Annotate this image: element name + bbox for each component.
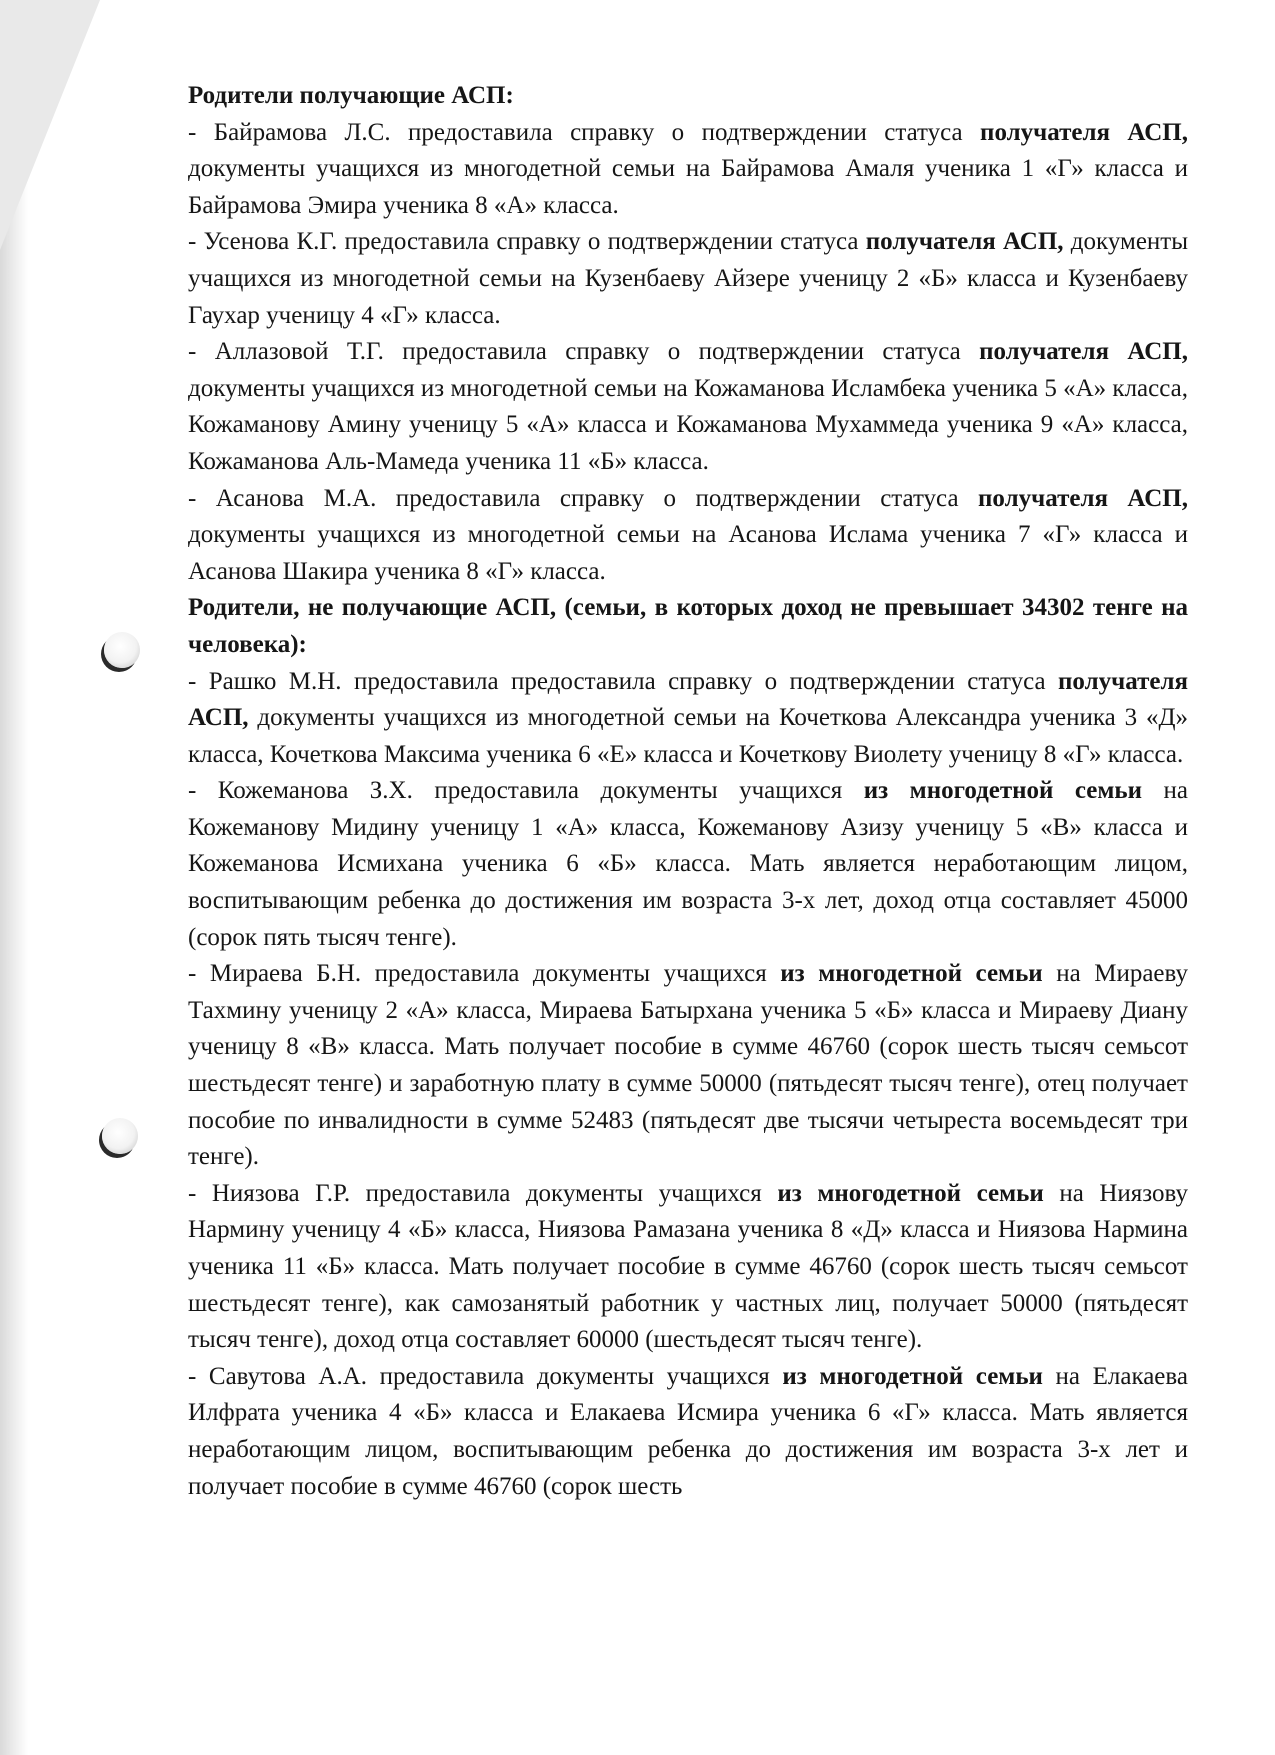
folded-corner	[0, 0, 100, 250]
paragraph-text: - Усенова К.Г. предоставила справку о подтверждении статуса	[188, 228, 866, 256]
paragraph-rashko	[188, 664, 1188, 774]
section-heading-non-asp-recipients: Родители, не получающие АСП, (семьи, в которых доход не превышает 34302 тенге на человека):	[188, 594, 1188, 658]
paragraph-asanova	[188, 481, 1188, 591]
paragraph-text: - Асанова М.А. предоставила справку о подтверждении статуса	[188, 484, 979, 512]
paragraph-bold: получателя АСП,	[978, 484, 1188, 512]
paragraph-bayramova	[188, 115, 1188, 225]
paragraph-text: - Ниязова Г.Р. предоставила документы учащихся	[188, 1179, 778, 1207]
paragraph-bold: получателя АСП,	[188, 667, 1188, 732]
paragraph-savutova	[188, 1359, 1188, 1505]
paragraph-text: на Ниязову Нармину ученицу 4 «Б» класса, Ниязова Рамазана ученика 8 «Д» класса и Ниязова Нармина ученика 11 «Б» класса. Мать получает пособие в сумме 46760 (сорок шесть тысяч семьсот шестьдесят тенге), как самозанятый работник у частных лиц, получает 50000 (пятьдесят тысяч тенге), доход отца составляет 60000 (шестьдесят тысяч тенге).	[188, 1179, 1188, 1354]
document-body	[188, 78, 1188, 1505]
paragraph-text: - Кожеманова З.Х. предоставила документы учащихся	[188, 777, 864, 805]
paragraph-text: - Байрамова Л.С. предоставила справку о подтверждении статуса	[188, 118, 981, 146]
paragraph-usenova	[188, 224, 1188, 334]
paragraph-text: - Аллазовой Т.Г. предоставила справку о подтверждении статуса	[188, 338, 980, 366]
paragraph-bold: получателя АСП,	[865, 228, 1064, 256]
paragraph-text: - Савутова А.А. предоставила документы учащихся	[188, 1362, 783, 1390]
paragraph-kozhemanova	[188, 773, 1188, 956]
paragraph-text: на Мираеву Тахмину ученицу 2 «А» класса, Мираева Батырхана ученика 5 «Б» класса и Мираеву Диану ученицу 8 «В» класса. Мать получает пособие в сумме 46760 (сорок шесть тысяч семьсот шестьдесят тенге) и заработную плату в сумме 50000 (пятьдесят тысяч тенге), отец получает пособие по инвалидности в сумме 52483 (пятьдесят две тысячи четыреста восемьдесят три тенге).	[188, 960, 1188, 1171]
paragraph-text: документы учащихся из многодетной семьи на Кузенбаеву Айзере ученицу 2 «Б» класса и Кузенбаеву Гаухар ученицу 4 «Г» класса.	[188, 228, 1189, 329]
paragraph-niyazova	[188, 1176, 1188, 1359]
paragraph-text: документы учащихся из многодетной семьи на Кочеткова Александра ученика 3 «Д» класса, Кочеткова Максима ученика 6 «Е» класса и Кочеткову Виолету ученицу 8 «Г» класса.	[188, 704, 1188, 768]
paragraph-miraeva	[188, 956, 1188, 1176]
paragraph-bold: из многодетной семьи	[863, 777, 1143, 805]
section-heading-asp-recipients: Родители получающие АСП:	[188, 82, 514, 109]
paragraph-allazova	[188, 334, 1188, 480]
paragraph-text: на Елакаева Илфрата ученика 4 «Б» класса и Елакаева Исмира ученика 6 «Г» класса. Мать является неработающим лицом, воспитывающим ребенка до достижения им возраста 3-х лет и получает пособие в сумме 46760 (сорок шесть	[188, 1362, 1188, 1500]
paragraph-text: документы учащихся из многодетной семьи на Асанова Ислама ученика 7 «Г» класса и Асанова Шакира ученика 8 «Г» класса.	[188, 521, 1188, 585]
paragraph-text: документы учащихся из многодетной семьи на Байрамова Амаля ученика 1 «Г» класса и Байрамова Эмира ученика 8 «А» класса.	[188, 155, 1188, 219]
paragraph-text: документы учащихся из многодетной семьи на Кожаманова Исламбека ученика 5 «А» класса, Кожаманову Амину ученицу 5 «А» класса и Кожаманова Мухаммеда ученика 9 «А» класса, Кожаманова Аль-Мамеда ученика 11 «Б» класса.	[188, 374, 1188, 475]
paragraph-bold: из многодетной семьи	[780, 960, 1043, 988]
paragraph-bold: получателя АСП,	[980, 118, 1188, 146]
punch-hole	[102, 1118, 138, 1154]
paragraph-text: на Кожеманову Мидину ученицу 1 «А» класса, Кожеманову Азизу ученицу 5 «В» класса и Кожеманова Исмихана ученика 6 «Б» класса. Мать является неработающим лицом, воспитывающим ребенка до достижения им возраста 3-х лет, доход отца составляет 45000 (сорок пять тысяч тенге).	[188, 777, 1188, 951]
paragraph-bold: из многодетной семьи	[782, 1362, 1043, 1390]
paragraph-text: - Рашко М.Н. предоставила предоставила справку о подтверждении статуса	[188, 667, 1059, 695]
punch-hole	[104, 632, 140, 668]
scan-edge-shadow	[0, 0, 28, 1755]
paragraph-bold: из многодетной семьи	[777, 1179, 1044, 1207]
paragraph-text: - Мираева Б.Н. предоставила документы учащихся	[188, 960, 781, 988]
paragraph-bold: получателя АСП,	[979, 338, 1188, 366]
